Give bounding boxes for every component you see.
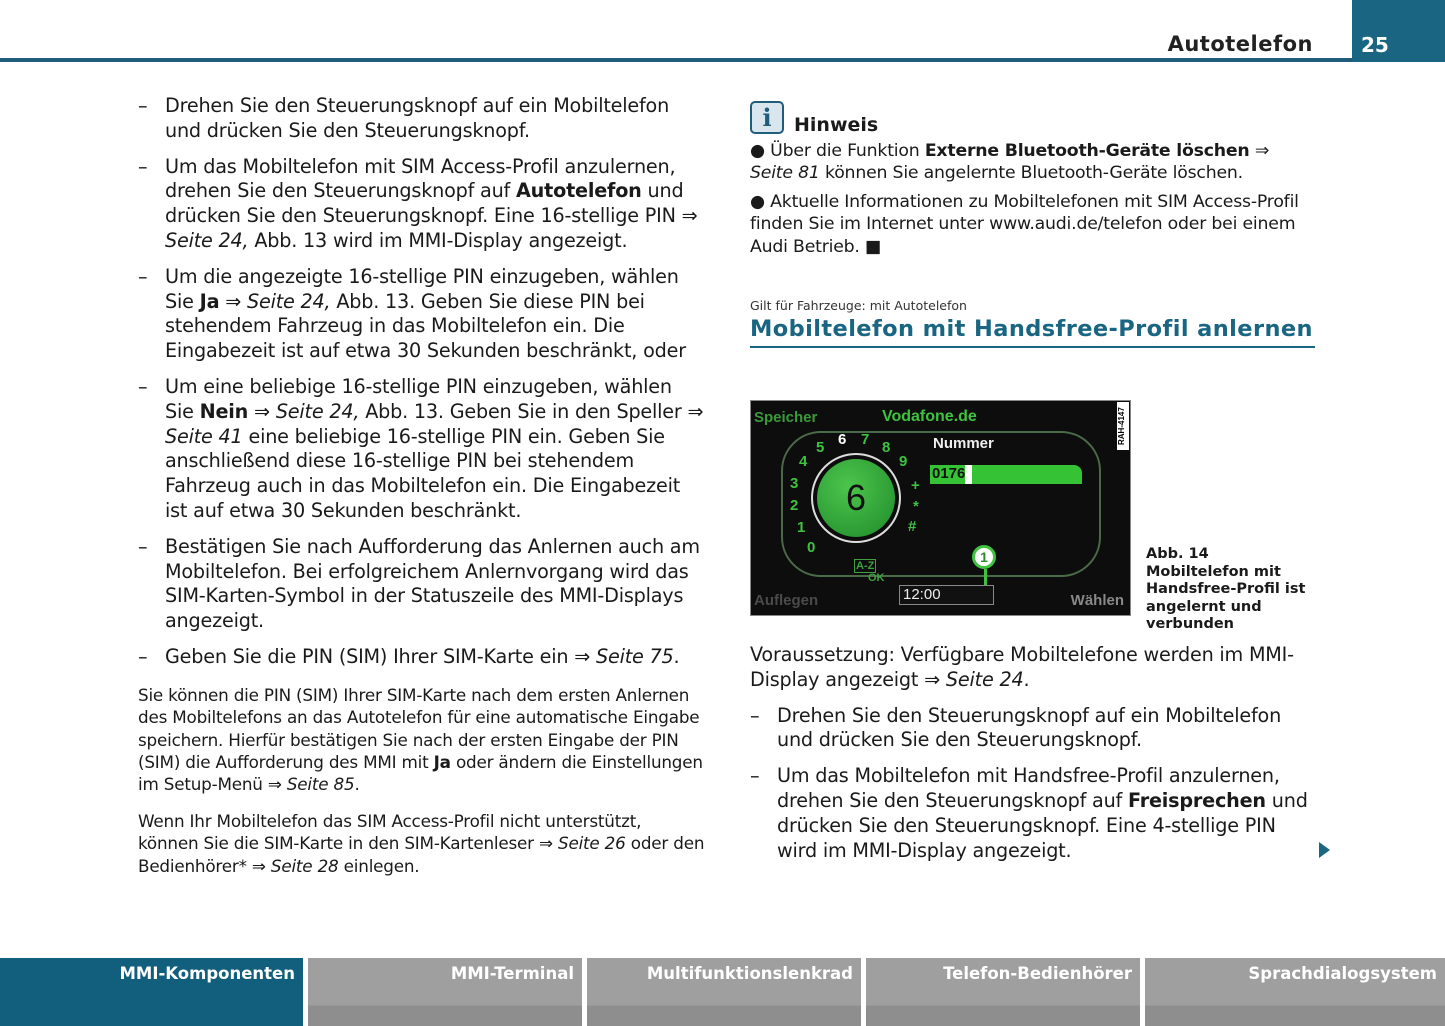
dial-digit: # [908,518,917,535]
prerequisite [750,643,1315,693]
chapter-tab[interactable]: MMI-Komponenten [0,958,303,1026]
text-segment: Bestätigen Sie nach Aufforderung das Anlernen auch am Mobiltelefon. Bei erfolgreichem Anlernvorgang wird das SIM-Karten-Symbol in der Statuszeile des MMI-Displays angezeigt. [165,534,700,633]
number-field [930,465,1082,484]
az-button: A-Z [856,560,875,572]
dial-digit: + [911,477,920,494]
figure-caption-text: Mobiltelefon mit Handsfree-Profil ist angelernt und verbunden [1146,563,1306,632]
text-segment: Nein [199,399,249,423]
text-segment: Geben Sie die PIN (SIM) Ihrer SIM-Karte ein ⇒ [165,644,596,668]
text-segment: ⇒ [1249,141,1270,161]
text-segment: Abb. 13 wird im MMI-Display angezeigt. [248,228,628,252]
text-segment: Seite 26 [558,833,626,854]
chapter-tab[interactable]: MMI-Terminal [308,958,582,1026]
text-segment: Externe Bluetooth-Geräte löschen [924,141,1250,161]
hang-up-label: Auflegen [754,592,819,609]
text-segment: . [354,774,360,795]
chapter-tab[interactable]: Telefon-Bedienhörer [866,958,1140,1026]
cursor [965,465,972,484]
note-title: Hinweis [794,114,879,136]
text-segment: Abb. 13. Geben Sie diese PIN bei stehendem Fahrzeug in das Mobiltelefon ein. Die Eingabezeit ist auf etwa 30 Sekunden beschränkt, oder [165,289,686,363]
dial-digit: 8 [882,439,891,456]
text-segment: ⇒ [219,289,247,313]
speicher-label: Speicher [754,409,818,426]
step-item [138,155,706,254]
figure-caption [1146,546,1321,634]
paragraph [138,684,706,796]
dial-digit: 1 [797,519,806,536]
figure-code: RAH-4147 [1117,402,1129,450]
dial-digit: 2 [790,497,799,514]
dial-digit: 5 [816,439,825,456]
dial-digit: 9 [899,453,908,470]
text-segment: . [673,644,680,668]
text-segment: Um die angezeigte 16-stellige PIN einzugeben, wählen Sie [165,264,679,313]
step-item [138,375,706,524]
text-segment: Seite 41 [165,424,243,448]
text-segment: Drehen Sie den Steuerungsknopf auf ein Mobiltelefon und drücken Sie den Steuerungsknopf. [165,94,670,142]
chapter-tabs [0,958,1445,1026]
dial-ring [811,453,901,543]
page-number: 25 [1361,33,1389,57]
info-paragraphs [138,684,706,877]
text-segment: Seite 75 [595,644,674,668]
mmi-display-figure [750,400,1131,616]
text-segment: Seite 28 [270,855,339,876]
text-segment: . [1023,667,1030,691]
right-body [750,643,1315,874]
applies-to: Gilt für Fahrzeuge: mit Autotelefon [750,298,967,313]
text-segment: eine beliebige 16-stellige PIN ein. Geben Sie anschließend diese 16-stellige PIN bei stehendem Fahrzeug auch in das Mobiltelefon ein. Die Eingabezeit ist auf etwa 30 Sekunden beschränkt. [165,424,681,522]
dial-digit: 6 [838,431,847,448]
text-segment: Drehen Sie den Steuerungsknopf auf ein Mobiltelefon und drücken Sie den Steuerungsknopf. [777,703,1282,752]
number-value: 0176 [932,465,966,482]
paragraph [138,810,706,877]
text-segment: Um das Mobiltelefon mit Handsfree-Profil anzulernen, drehen Sie den Steuerungsknopf auf [777,764,1280,812]
text-segment: Autotelefon [516,179,642,203]
text-segment: ● Über die Funktion [750,141,925,161]
next-page-arrow-icon [1319,842,1330,858]
text-segment: Um eine beliebige 16-stellige PIN einzugeben, wählen Sie [165,374,672,423]
text-segment: ● Aktuelle Informationen zu Mobiltelefonen mit SIM Access-Profil finden Sie im Internet unter www.audi.de/telefon oder bei einem Audi Betrieb. ■ [750,191,1299,257]
text-segment: ⇒ [248,399,276,423]
chapter-tab[interactable]: Multifunktionslenkrad [587,958,861,1026]
ok-label: OK [868,572,885,584]
info-icon: i [750,101,784,134]
text-segment: Seite 24, [247,289,331,313]
text-segment: Seite 85 [286,774,355,795]
dial-digit: 4 [799,453,808,470]
step-item [138,535,706,634]
step-item [138,265,706,364]
text-segment: oder den Bedienhörer* ⇒ [138,833,705,876]
header-rule [0,58,1445,62]
step-item [750,704,1315,754]
text-segment: Ja [199,289,220,313]
text-segment: Voraussetzung: Verfügbare Mobiltelefone werden im MMI-Display angezeigt ⇒ [750,643,1294,691]
note-item [750,140,1315,185]
left-column [138,94,706,877]
step-item [138,94,706,144]
dial-digit: 7 [861,431,870,448]
text-segment: Um das Mobiltelefon mit SIM Access-Profil anzulernen, drehen Sie den Steuerungsknopf auf [165,154,676,203]
dial-digit: 3 [790,475,799,492]
note-body [750,140,1315,264]
text-segment: können Sie angelernte Bluetooth-Geräte löschen. [819,163,1243,184]
selected-digit: 6 [817,459,895,537]
text-segment: oder ändern die Einstellungen im Setup-Menü ⇒ [138,751,703,795]
text-segment: Freisprechen [1128,788,1266,812]
callout-line [984,569,987,585]
text-segment: Abb. 13. Geben Sie in den Speller ⇒ [359,399,704,423]
dial-digit: 0 [807,539,816,556]
text-segment: Seite 81 [750,163,820,184]
step-item [750,764,1315,863]
text-segment: und drücken Sie den Steuerungsknopf. Eine 16-stellige PIN ⇒ [165,179,698,228]
text-segment: und drücken Sie den Steuerungsknopf. Eine 4-stellige PIN wird im MMI-Display angezeigt. [777,788,1308,862]
clock: 12:00 [903,586,941,603]
chapter-tab[interactable]: Sprachdialogsystem [1145,958,1445,1026]
text-segment: Seite 24, [275,399,360,423]
callout-marker: 1 [972,545,996,569]
dial-digit: * [913,498,919,515]
page-number-box [1352,0,1445,62]
status-bar [899,585,994,605]
text-segment: Wenn Ihr Mobiltelefon das SIM Access-Profil nicht unterstützt, können Sie die SIM-Karte in den SIM-Kartenleser ⇒ [138,810,642,854]
note-item [750,191,1315,258]
text-segment: einlegen. [338,855,420,876]
step-item [138,645,706,670]
section-title: Mobiltelefon mit Handsfree-Profil anlernen [750,316,1315,348]
text-segment: Seite 24, [165,228,249,252]
text-segment: Sie können die PIN (SIM) Ihrer SIM-Karte nach dem ersten Anlernen des Mobiltelefons an das Autotelefon für eine automatische Eingabe speichern. Hierfür bestätigen Sie nach der ersten Eingabe der PIN (SIM) die Aufforderung des MMI mit [138,684,700,772]
number-label: Nummer [933,435,994,452]
provider-name: Vodafone.de [882,408,977,425]
text-segment: Seite 24 [945,667,1024,691]
dial-label: Wählen [1070,592,1124,609]
figure-number: Abb. 14 [1146,546,1209,562]
chapter-title: Autotelefon [1167,32,1313,56]
text-segment: Ja [433,751,451,772]
instruction-steps [750,704,1315,864]
instruction-steps [138,94,706,670]
